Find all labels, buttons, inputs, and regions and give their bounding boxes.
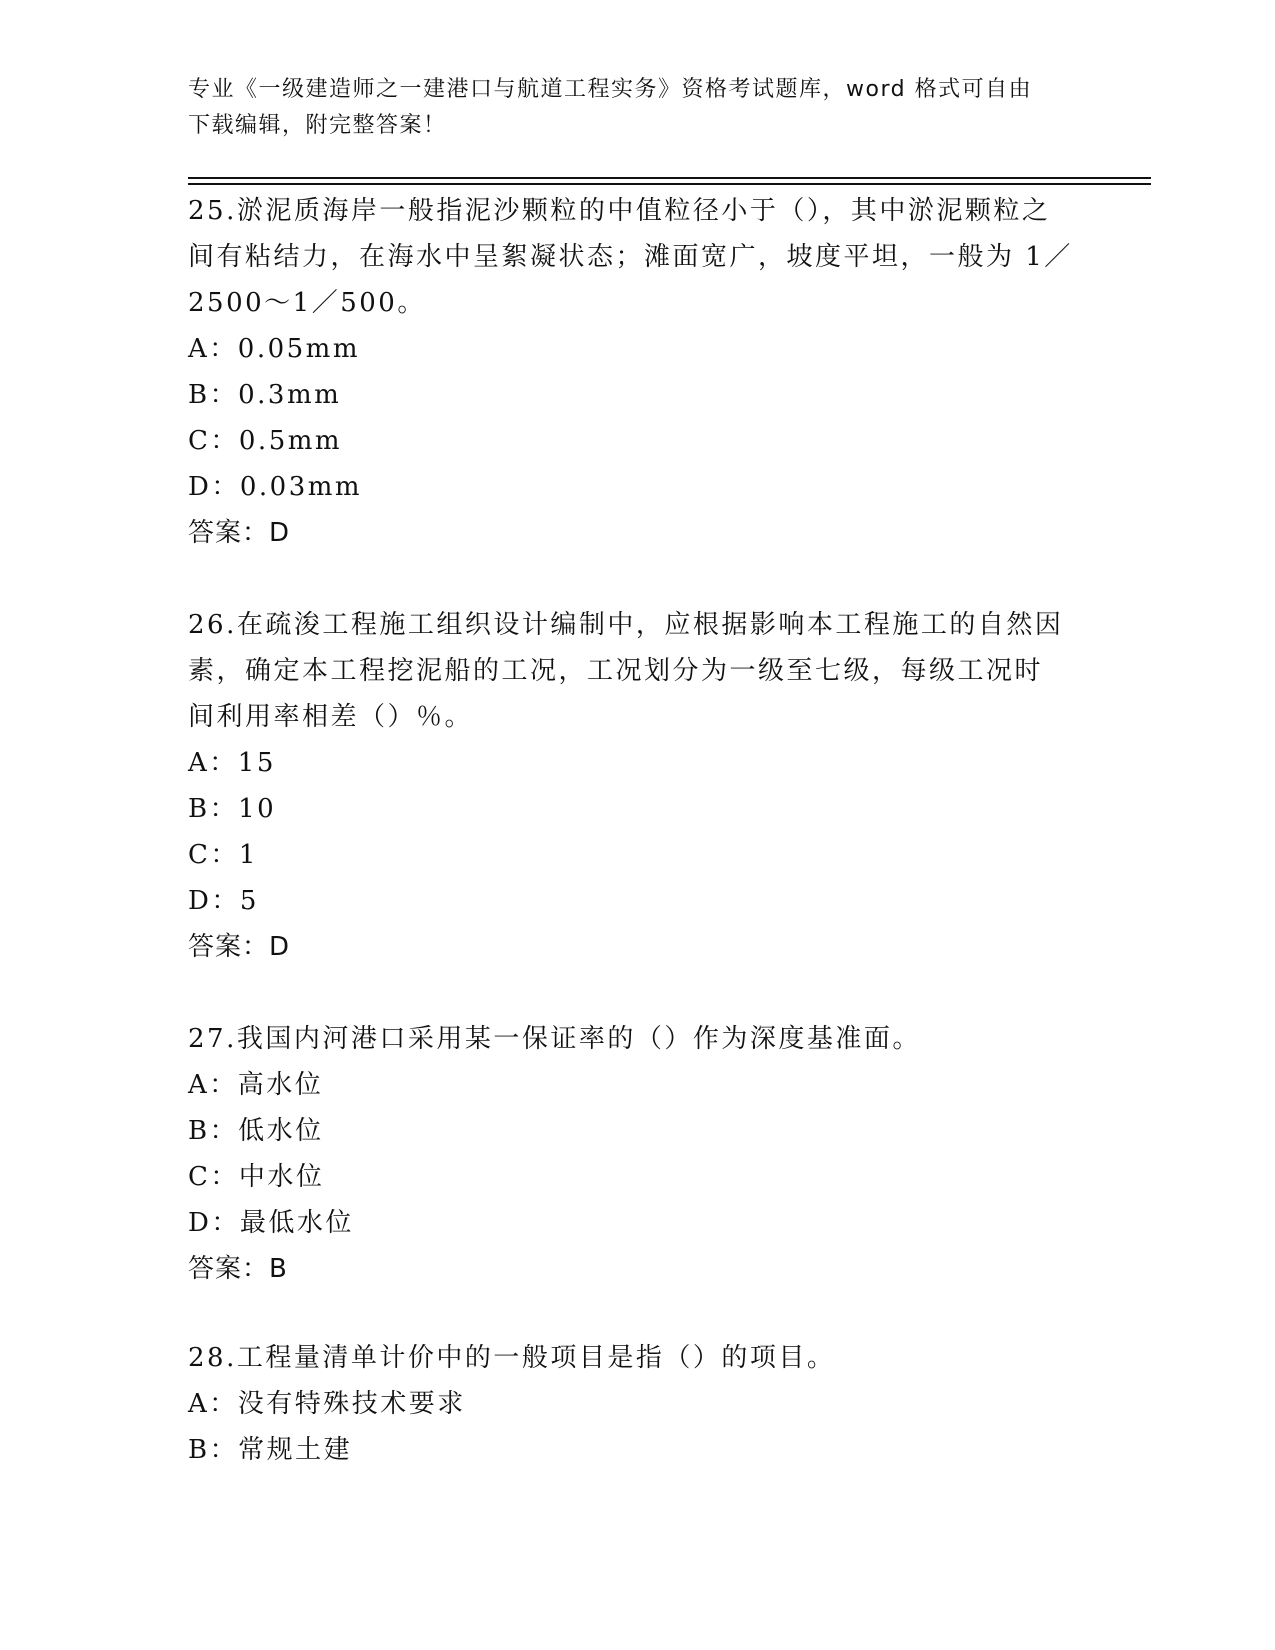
option-b: B：0.3mm [188,380,342,410]
option-a: A：15 [188,748,276,778]
question-25 [188,188,1088,556]
question-stem [188,1016,1088,1062]
header-line: 下载编辑，附完整答案！ [188,113,447,138]
option-a: A：0.05mm [188,334,360,364]
answer-line: 答案：D [188,932,291,962]
question-stem [188,602,1088,740]
stem-line: 2500～1／500。 [188,288,426,318]
stem-line: 间有粘结力，在海水中呈絮凝状态；滩面宽广，坡度平坦，一般为 1／ [188,242,1073,272]
option-d: D：0.03mm [188,472,363,502]
option-c: C：1 [188,840,258,870]
question-stem [188,1335,1088,1381]
header-divider [188,183,1151,185]
question-stem [188,188,1088,326]
header-line: 专业《一级建造师之一建港口与航道工程实务》资格考试题库，word 格式可自由 [188,77,1033,102]
stem-line: 27.我国内河港口采用某一保证率的（）作为深度基准面。 [188,1024,921,1054]
answer-line: 答案：D [188,518,291,548]
option-b: B：常规土建 [188,1435,353,1465]
stem-line: 25.淤泥质海岸一般指泥沙颗粒的中值粒径小于（），其中淤泥颗粒之 [188,196,1051,226]
document-header [188,72,1078,144]
question-27 [188,1016,1088,1292]
option-d: D：最低水位 [188,1208,354,1238]
stem-line: 28.工程量清单计价中的一般项目是指（）的项目。 [188,1343,836,1373]
option-c: C：中水位 [188,1162,325,1192]
header-divider [188,177,1151,179]
option-c: C：0.5mm [188,426,343,456]
option-a: A：高水位 [188,1070,324,1100]
option-b: B：10 [188,794,277,824]
option-d: D：5 [188,886,259,916]
stem-line: 素，确定本工程挖泥船的工况，工况划分为一级至七级，每级工况时 [188,656,1044,686]
stem-line: 间利用率相差（）％。 [188,702,474,732]
option-b: B：低水位 [188,1116,324,1146]
question-26 [188,602,1088,970]
option-a: A：没有特殊技术要求 [188,1389,466,1419]
answer-line: 答案：B [188,1254,288,1284]
question-28 [188,1335,1088,1473]
stem-line: 26.在疏浚工程施工组织设计编制中，应根据影响本工程施工的自然因 [188,610,1064,640]
